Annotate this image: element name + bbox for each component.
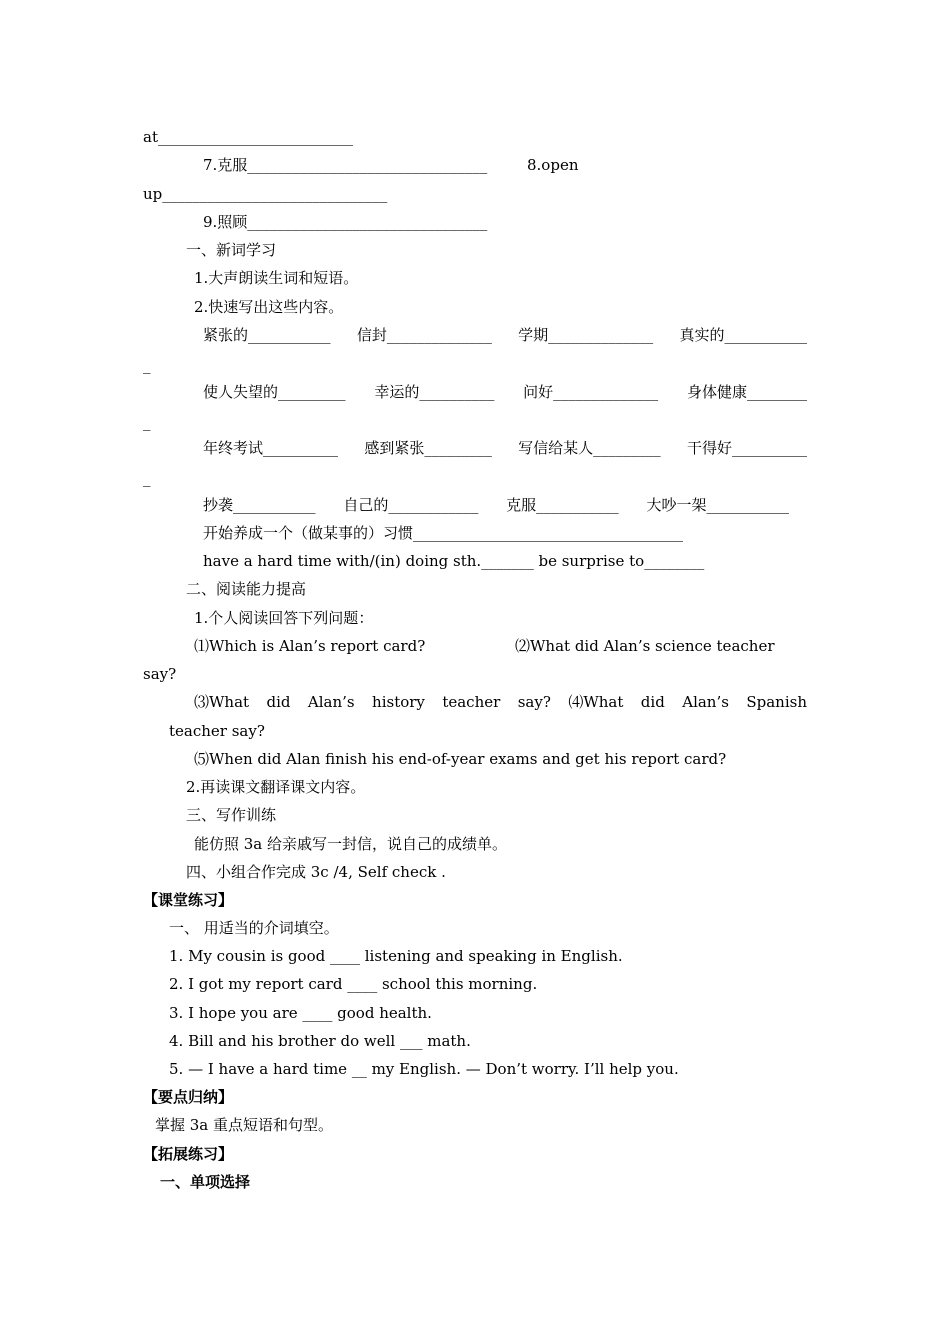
fill-line-up: up______________________________	[143, 185, 388, 203]
extension-heading: 一、单项选择	[160, 1173, 251, 1191]
practice-title: 【课堂练习】	[143, 891, 234, 909]
wrap-underscore: _	[143, 469, 151, 487]
fill-line-at: at__________________________	[143, 128, 353, 146]
vocab-row-2	[203, 382, 807, 402]
practice-item-1: 1. My cousin is good ____ listening and speaking in English.	[169, 947, 623, 965]
wrap-underscore: _	[143, 413, 151, 431]
vocab-term: 学期______________	[518, 326, 654, 344]
vocab-row-1	[203, 325, 807, 345]
wrap-underscore: _	[143, 356, 151, 374]
vocab-term: 身体健康________	[686, 383, 807, 401]
group-task: 四、小组合作完成 3c /4, Self check .	[186, 863, 446, 881]
word: Alan’s	[307, 693, 355, 711]
vocab-term: 年终考试__________	[203, 439, 339, 457]
summary-title: 【要点归纳】	[143, 1088, 234, 1106]
vocab-term: 写信给某人_________	[518, 439, 661, 457]
vocab-term: 紧张的___________	[203, 326, 331, 344]
vocab-term: 干得好__________	[686, 439, 807, 457]
word: history	[372, 693, 425, 711]
practice-item-4: 4. Bill and his brother do well ___ math.	[169, 1032, 471, 1050]
question-4-wrap: teacher say?	[169, 722, 265, 740]
question-2: ⑵What did Alan’s science teacher	[515, 637, 775, 655]
question-1: ⑴Which is Alan’s report card?	[194, 637, 426, 655]
vocab-term: 感到紧张_________	[364, 439, 492, 457]
vocab-item-7: 7.克服________________________________	[203, 156, 488, 174]
word: say?	[517, 693, 551, 711]
section-heading-reading: 二、阅读能力提高	[186, 580, 307, 598]
vocab-item-9: 9.照顾________________________________	[203, 213, 488, 231]
summary-text: 掌握 3a 重点短语和句型。	[155, 1116, 334, 1134]
vocab-term: 使人失望的_________	[203, 383, 346, 401]
vocab-term: 抄袭___________	[203, 496, 316, 514]
question-2-wrap: say?	[143, 665, 177, 683]
word: did	[266, 693, 291, 711]
section-heading-new-words: 一、新词学习	[186, 241, 277, 259]
vocab-item-8: 8.open	[527, 156, 579, 174]
word: Alan’s	[682, 693, 729, 711]
english-phrases: have a hard time with/(in) doing sth._______ be surprise to________	[203, 552, 705, 570]
vocab-term: 克服___________	[506, 496, 619, 514]
word: teacher	[442, 693, 501, 711]
practice-item-2: 2. I got my report card ____ school this morning.	[169, 975, 538, 993]
word: ⑷What	[568, 693, 624, 711]
practice-item-3: 3. I hope you are ____ good health.	[169, 1004, 432, 1022]
word: ⑶What	[194, 693, 250, 711]
step-read-aloud: 1.大声朗读生词和短语。	[194, 269, 359, 287]
practice-item-5: 5. — I have a hard time __ my English. — Don’t worry. I’ll help you.	[169, 1060, 679, 1078]
vocab-term: 自己的____________	[343, 496, 479, 514]
vocab-row-4	[203, 495, 789, 515]
vocab-row-3	[203, 438, 807, 458]
reading-instruction: 1.个人阅读回答下列问题：	[194, 609, 374, 627]
step-write-quickly: 2.快速写出这些内容。	[194, 298, 344, 316]
word: Spanish	[746, 693, 807, 711]
translate-instruction: 2.再读课文翻译课文内容。	[186, 778, 366, 796]
questions-3-4	[194, 692, 807, 712]
vocab-term: 问好______________	[523, 383, 659, 401]
vocab-term: 真实的___________	[679, 326, 807, 344]
practice-heading: 一、 用适当的介词填空。	[169, 919, 339, 937]
word: did	[640, 693, 665, 711]
question-5: ⑸When did Alan finish his end-of-year exams and get his report card?	[194, 750, 727, 768]
section-heading-writing: 三、写作训练	[186, 806, 277, 824]
habit-phrase: 开始养成一个（做某事的）习惯____________________________________	[203, 524, 684, 542]
extension-title: 【拓展练习】	[143, 1145, 234, 1163]
vocab-term: 信封______________	[356, 326, 492, 344]
writing-task: 能仿照 3a 给亲戚写一封信，说自己的成绩单。	[194, 835, 508, 853]
vocab-term: 大吵一架___________	[646, 496, 789, 514]
vocab-term: 幸运的__________	[374, 383, 495, 401]
